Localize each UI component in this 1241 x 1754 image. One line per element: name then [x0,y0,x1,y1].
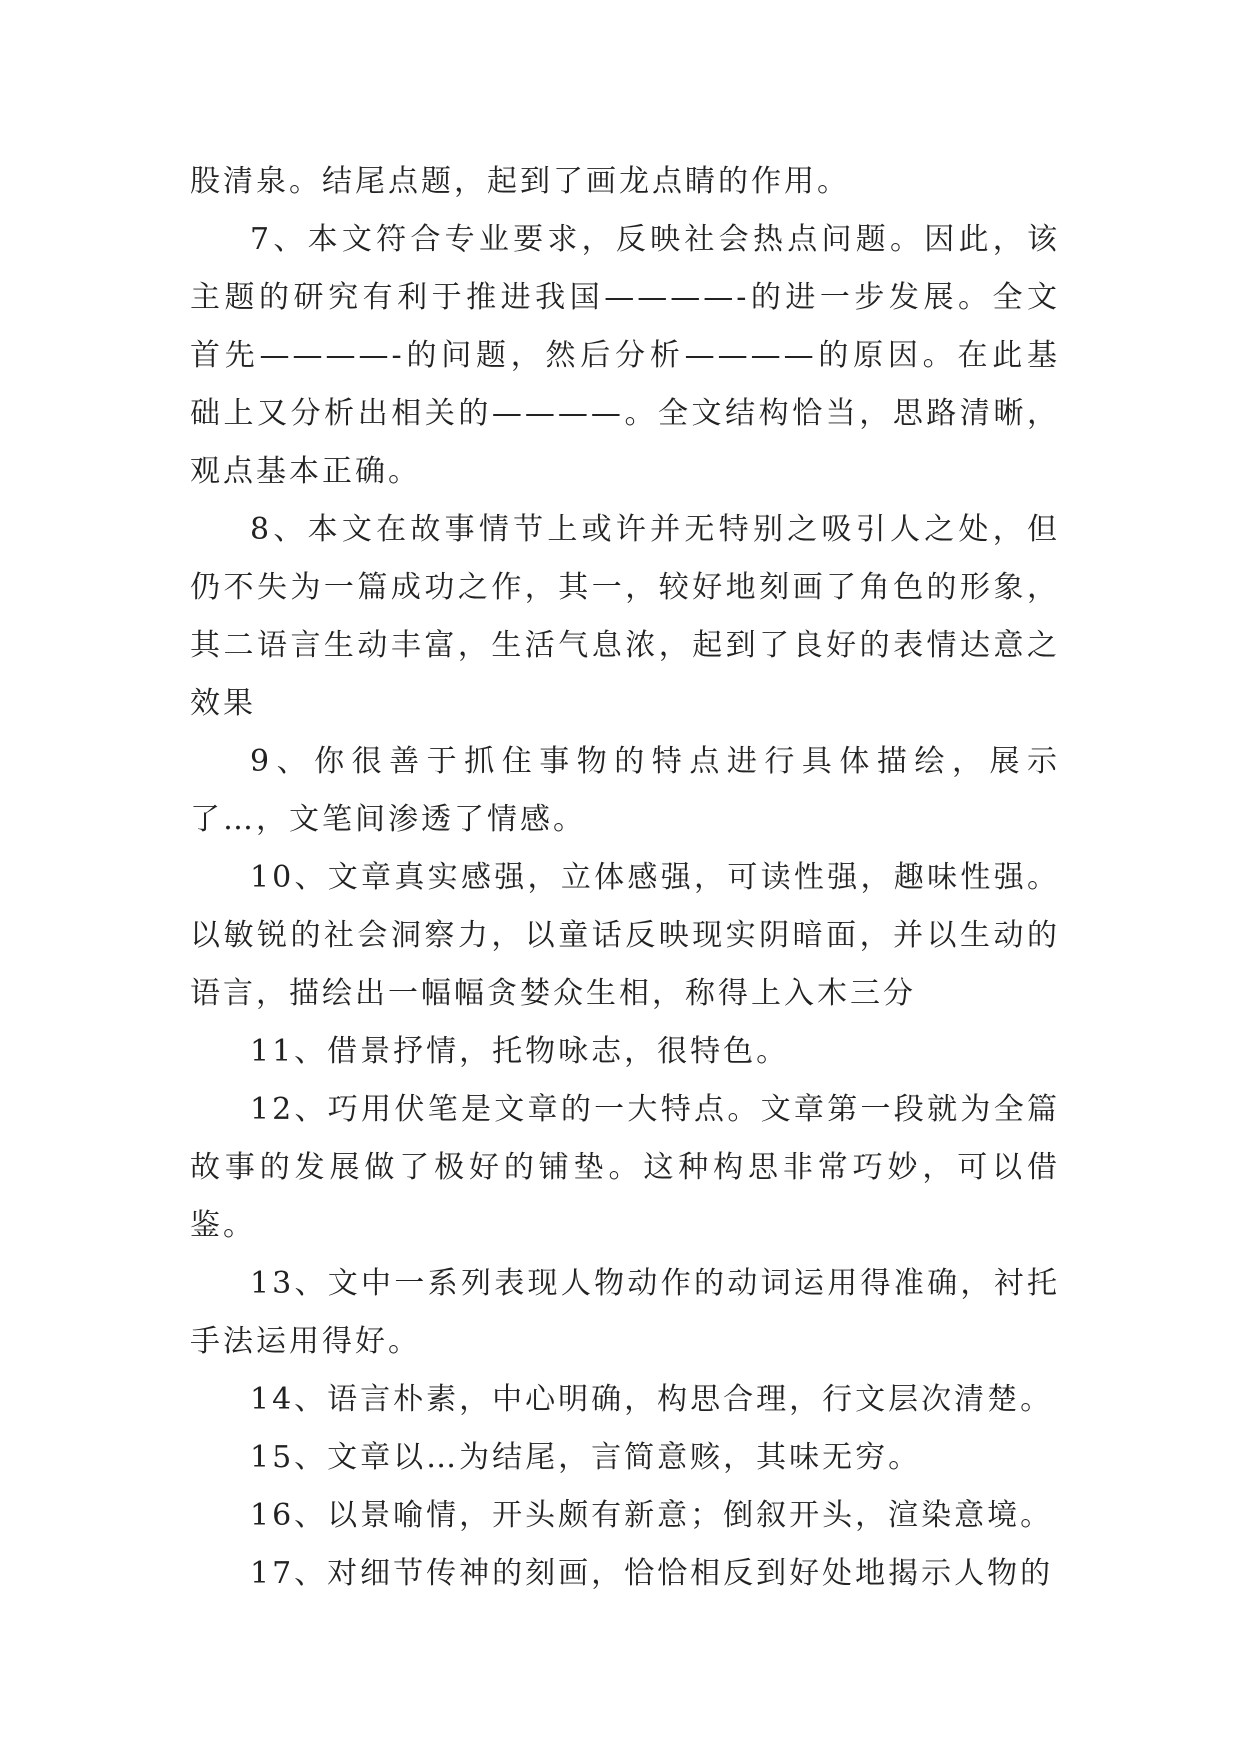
paragraph-15: 15、文章以…为结尾，言简意赅，其味无穷。 [250,1440,922,1475]
paragraph-12: 12、巧用伏笔是文章的一大特点。文章第一段就为全篇故事的发展做了极好的铺垫。这种构思非常巧妙，可以借鉴。 [190,1092,1060,1243]
paragraph-9: 9、你很善于抓住事物的特点进行具体描绘，展示了…，文笔间渗透了情感。 [190,744,1060,837]
paragraph-16: 16、以景喻情，开头颇有新意；倒叙开头，渲染意境。 [250,1498,1054,1533]
paragraph-8: 8、本文在故事情节上或许并无特别之吸引人之处，但仍不失为一篇成功之作，其一，较好地刻画了角色的形象，其二语言生动丰富，生活气息浓，起到了良好的表情达意之效果 [190,512,1060,721]
paragraph-17: 17、对细节传神的刻画，恰恰相反到好处地揭示人物的 [250,1556,1054,1591]
paragraph-7: 7、本文符合专业要求，反映社会热点问题。因此，该主题的研究有利于推进我国————-的进一步发展。全文首先————-的问题，然后分析————的原因。在此基础上又分析出相关的————。全文结构恰当，思路清晰，观点基本正确。 [190,222,1060,489]
paragraph-11: 11、借景抒情，托物咏志，很特色。 [250,1034,790,1069]
document-body [190,153,1060,1603]
paragraph-6-continued: 股清泉。结尾点题，起到了画龙点睛的作用。 [190,164,850,199]
paragraph-14: 14、语言朴素，中心明确，构思合理，行文层次清楚。 [250,1382,1054,1417]
paragraph-13: 13、文中一系列表现人物动作的动词运用得准确，衬托手法运用得好。 [190,1266,1060,1359]
paragraph-10: 10、文章真实感强，立体感强，可读性强，趣味性强。以敏锐的社会洞察力，以童话反映现实阴暗面，并以生动的语言，描绘出一幅幅贪婪众生相，称得上入木三分 [190,860,1060,1011]
